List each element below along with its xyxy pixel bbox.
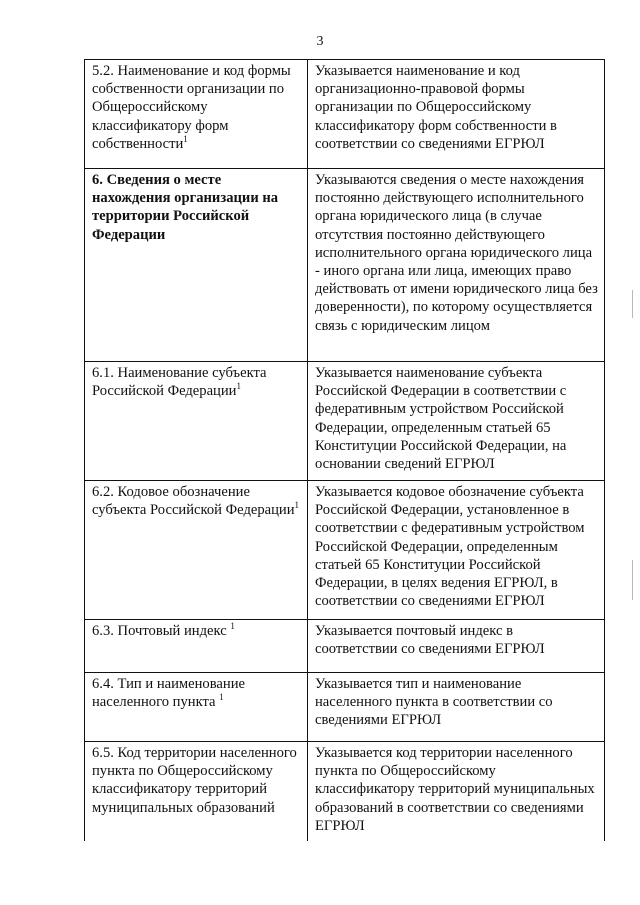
section-heading-text: 6. Сведения о месте нахождения организации на территории Российской Федерации: [92, 172, 279, 243]
field-name-text: 6.3. Почтовый индекс: [92, 623, 227, 639]
requirements-table: [84, 59, 605, 841]
table-row: [85, 481, 605, 620]
footnote-ref: 1: [219, 692, 224, 703]
footnote-ref: 1: [230, 621, 235, 631]
scan-edge-mark: [632, 290, 633, 318]
row-field-name: [85, 673, 308, 742]
table-row: [85, 362, 605, 481]
field-name-text: 6.1. Наименование субъекта Российской Федерации: [92, 365, 267, 400]
table-row: [85, 620, 605, 673]
row-field-description: Указывается наименование и код организационно-правовой формы организации по Общероссийскому классификатору форм собственности в соответствии со сведениями ЕГРЮЛ: [308, 60, 605, 169]
row-field-name: [85, 620, 308, 673]
footnote-ref: 1: [236, 381, 241, 392]
row-field-name: [85, 169, 308, 362]
field-name-text: 6.4. Тип и наименование населенного пункта: [92, 676, 246, 711]
row-field-name: [85, 362, 308, 481]
row-field-name: [85, 481, 308, 620]
row-field-description: Указывается код территории населенного пункта по Общероссийскому классификатору территорий муниципальных образований в соответствии со сведениями ЕГРЮЛ: [308, 742, 605, 842]
row-field-name: [85, 60, 308, 169]
row-field-description: Указывается кодовое обозначение субъекта Российской Федерации, установленное в соответствии с федеративным устройством Российской Федерации, определенным статьей 65 Конституции Российской Федерации, в целях ведения ЕГРЮЛ, в соответствии со сведениями ЕГРЮЛ: [308, 481, 605, 620]
row-field-description: Указывается почтовый индекс в соответствии со сведениями ЕГРЮЛ: [308, 620, 605, 673]
row-field-description: Указывается тип и наименование населенного пункта в соответствии со сведениями ЕГРЮЛ: [308, 673, 605, 742]
table-row: [85, 60, 605, 169]
field-name-text: 6.2. Кодовое обозначение субъекта Российской Федерации: [92, 484, 295, 519]
scan-edge-mark: [632, 560, 633, 600]
row-field-description: Указываются сведения о месте нахождения постоянно действующего исполнительного органа юридического лица (в случае отсутствия постоянно действующего исполнительного органа юридического лица - иного органа или лица, имеющих право действовать от имени юридического лица без доверенности), по которому осуществляется связь с юридическим лицом: [308, 169, 605, 362]
table-row: [85, 169, 605, 362]
field-name-text: 5.2. Наименование и код формы собственности организации по Общероссийскому классификатору форм собственности: [92, 63, 291, 152]
row-field-name: [85, 742, 308, 842]
footnote-ref: 1: [294, 500, 300, 511]
footnote-ref: 1: [183, 133, 188, 144]
table-row: [85, 742, 605, 842]
page-number: 3: [316, 34, 324, 49]
field-name-text: 6.5. Код территории населенного пункта по Общероссийскому классификатору территорий муниципальных образований: [92, 745, 297, 816]
table-row: [85, 673, 605, 742]
row-field-description: Указывается наименование субъекта Российской Федерации в соответствии с федеративным устройством Российской Федерации, определенным статьей 65 Конституции Российской Федерации, на основании сведений ЕГРЮЛ: [308, 362, 605, 481]
